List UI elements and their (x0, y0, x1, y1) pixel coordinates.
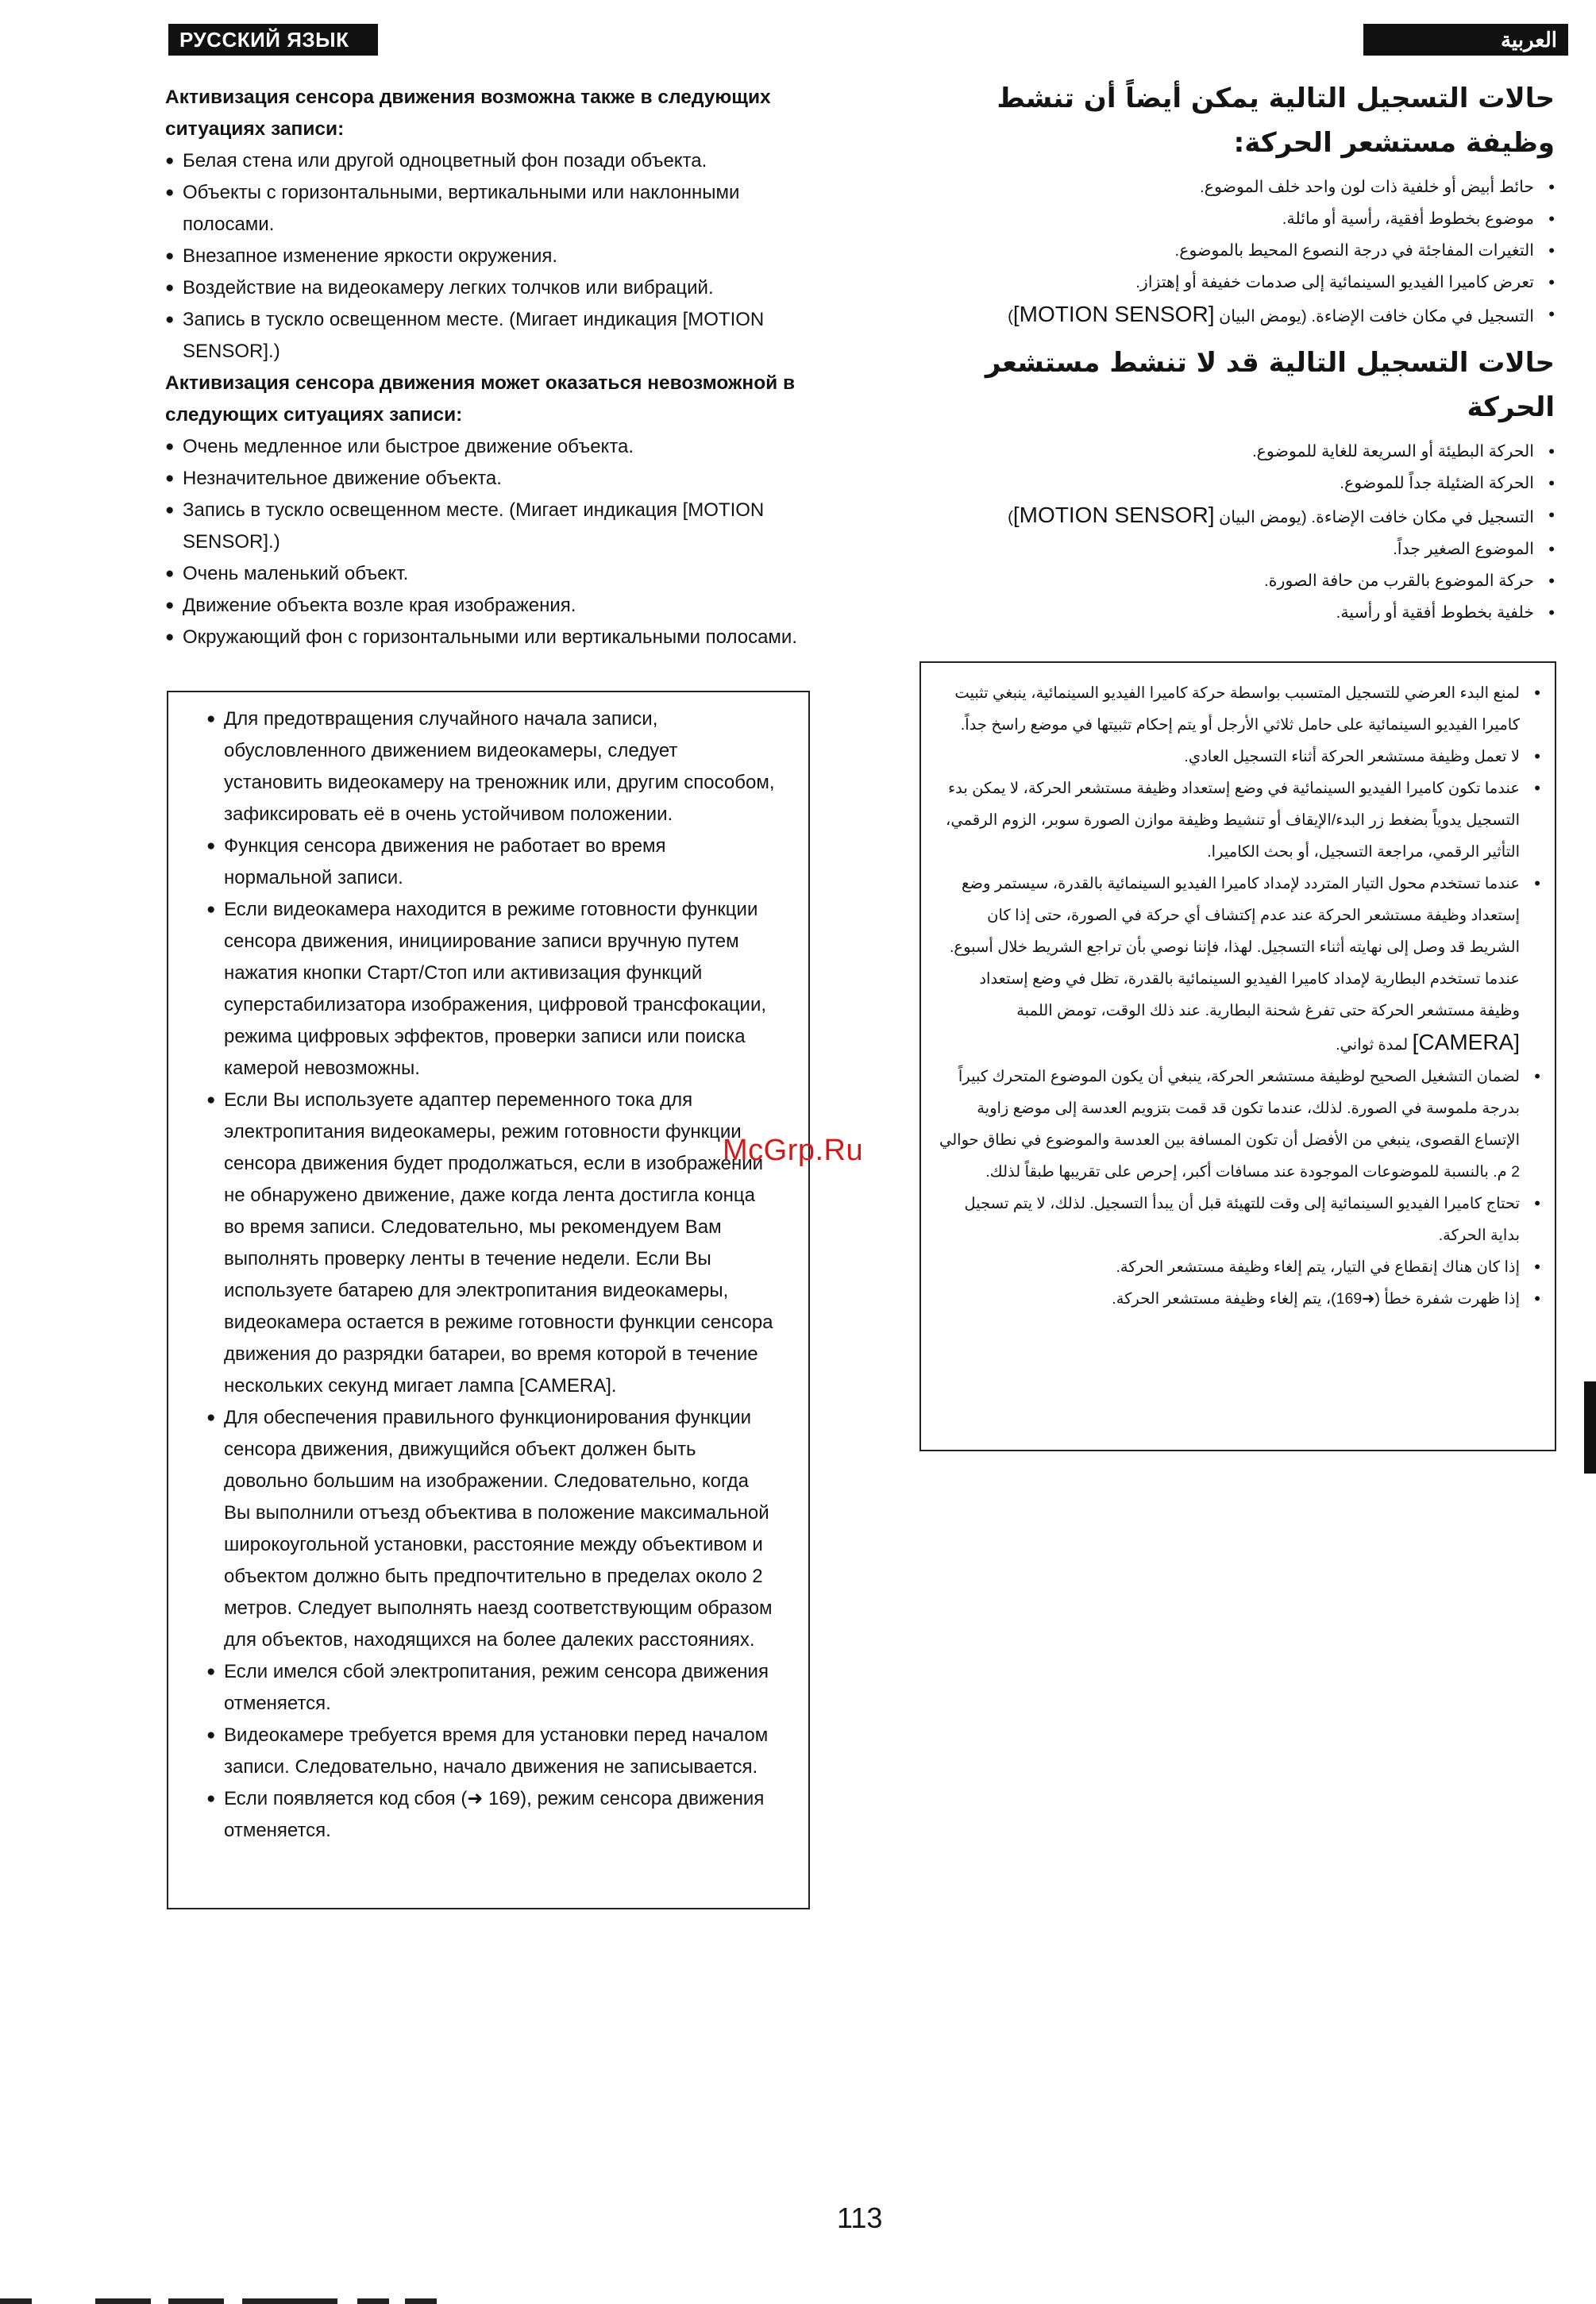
list-item: ● Объекты с горизонтальными, вертикальными или наклонными полосами. (165, 177, 812, 241)
motion-sensor-indicator: [MOTION SENSOR] (1012, 302, 1215, 326)
russian-notes-list (206, 703, 777, 1847)
note-item: • إذا ظهرت شفرة خطأ (➜169)، يتم إلغاء وظيفة مستشعر الحركة. (939, 1283, 1540, 1315)
list-item: ● Запись в тускло освещенном месте. (Мигает индикация [MOTION SENSOR].) (165, 304, 812, 368)
arabic-impossible-list (919, 436, 1555, 629)
crop-mark (168, 2298, 224, 2304)
arabic-heading-impossible: حالات التسجيل التالية قد لا تنشط مستشعر الحركة (985, 347, 1555, 423)
arabic-notes-list (939, 677, 1540, 1315)
list-item: ● Движение объекта возле края изображения. (165, 590, 812, 622)
closing-paren: ) (1008, 508, 1013, 526)
arabic-notes-box (919, 661, 1556, 1451)
camera-lamp-label: [CAMERA] (1412, 1030, 1520, 1054)
list-item-text: التسجيل في مكان خافت الإضاءة. (يومض البيان (1219, 508, 1534, 526)
note-item: • إذا كان هناك إنقطاع في التيار، يتم إلغاء وظيفة مستشعر الحركة. (939, 1251, 1540, 1283)
russian-notes-box (167, 691, 810, 1909)
note-item: • عندما تكون كاميرا الفيديو السينمائية في وضع إستعداد وظيفة مستشعر الحركة، لا يمكن بدء التسجيل يدوياً بضغط زر البدء/الإيقاف أو تنشيط وظيفة موازن الصورة سوبر، الزوم الرقمي، التأثير الرقمي، مراجعة التسجيل، أو بحث الكاميرا. (939, 772, 1540, 868)
possible-activation-list (165, 145, 812, 368)
list-item: ● Очень медленное или быстрое движение объекта. (165, 431, 812, 463)
crop-mark (0, 2298, 32, 2304)
list-item: ● Очень маленький объект. (165, 558, 812, 590)
note-item: ● Видеокамере требуется время для установки перед началом записи. Следовательно, начало движения не записывается. (206, 1720, 777, 1783)
list-item: ● Окружающий фон с горизонтальными или вертикальными полосами. (165, 622, 812, 653)
list-item: • الحركة البطيئة أو السريعة للغاية للموضوع. (919, 436, 1555, 468)
note-item: • لضمان التشغيل الصحيح لوظيفة مستشعر الحركة، ينبغي أن يكون الموضوع المتحرك كبيراً بدرجة ملموسة في الصورة. لذلك، عندما تكون قد قمت بتزويم العدسة إلى موضع زاوية الإتساع القصوى، ينبغي من الأفضل أن تكون المسافة بين العدسة والموضوع في نطاق حوالي 2 م. بالنسبة للموضوعات الموجودة عند مسافات أكبر، إحرص على تقريبها طبقاً لذلك. (939, 1061, 1540, 1188)
russian-language-label: РУССКИЙ ЯЗЫК (168, 24, 378, 56)
list-item: ● Незначительное движение объекта. (165, 463, 812, 495)
note-item: ● Для обеспечения правильного функционирования функции сенсора движения, движущийся объект должен быть довольно большим на изображении. Следовательно, когда Вы выполнили отъезд объектива в положение максимальной широкоугольной установки, расстояние между объективом и объектом должно быть предпочтительно в пределах около 2 метров. Следует выполнять наезд соответствующим образом для объектов, находящихся на более далеких расстояниях. (206, 1402, 777, 1656)
note-item: ● Функция сенсора движения не работает во время нормальной записи. (206, 830, 777, 894)
closing-paren: ) (1008, 307, 1013, 326)
list-item: • موضوع بخطوط أفقية، رأسية أو مائلة. (919, 203, 1555, 235)
list-item: • الحركة الضئيلة جداً للموضوع. (919, 468, 1555, 499)
list-item-text: التسجيل في مكان خافت الإضاءة. (يومض البيان (1219, 307, 1534, 326)
list-item: • خلفية بخطوط أفقية أو رأسية. (919, 597, 1555, 629)
crop-mark (357, 2298, 389, 2304)
page-number: 113 (837, 2202, 883, 2234)
arabic-possible-list (919, 171, 1555, 333)
list-item: ● Воздействие на видеокамеру легких толчков или вибраций. (165, 272, 812, 304)
motion-sensor-indicator: [MOTION SENSOR] (1012, 503, 1215, 527)
arabic-conditions-section (919, 76, 1555, 629)
note-item (939, 868, 1540, 1061)
list-item: • تعرض كاميرا الفيديو السينمائية إلى صدمات خفيفة أو إهتزاز. (919, 267, 1555, 299)
list-item: • حائط أبيض أو خلفية ذات لون واحد خلف الموضوع. (919, 171, 1555, 203)
list-item: • الموضوع الصغير جداً. (919, 534, 1555, 565)
note-item: • تحتاج كاميرا الفيديو السينمائية إلى وقت للتهيئة قبل أن يبدأ التسجيل. لذلك، لا يتم تسجيل بداية الحركة. (939, 1188, 1540, 1251)
list-item: ● Запись в тускло освещенном месте. (Мигает индикация [MOTION SENSOR].) (165, 495, 812, 558)
note-item: • لا تعمل وظيفة مستشعر الحركة أثناء التسجيل العادي. (939, 741, 1540, 772)
note-item: ● Если появляется код сбоя (➜ 169), режим сенсора движения отменяется. (206, 1783, 777, 1847)
list-item: ● Внезапное изменение яркости окружения. (165, 241, 812, 272)
list-item: • حركة الموضوع بالقرب من حافة الصورة. (919, 565, 1555, 597)
possible-activation-heading: Активизация сенсора движения возможна также в следующих ситуациях записи: (165, 87, 771, 140)
list-item: • التغيرات المفاجئة في درجة النصوع المحيط بالموضوع. (919, 235, 1555, 267)
note-item: ● Если видеокамера находится в режиме готовности функции сенсора движения, инициирование записи вручную путем нажатия кнопки Старт/Стоп или активизация функций суперстабилизатора изображения, цифровой трансфокации, режима цифровых эффектов, проверки записи или поиска камерой невозможны. (206, 894, 777, 1085)
bottom-crop-marks (0, 2298, 1596, 2304)
note-item: ● Для предотвращения случайного начала записи, обусловленного движением видеокамеры, следует установить видеокамеру на треножник или, другим способом, зафиксировать её в очень устойчивом положении. (206, 703, 777, 830)
russian-conditions-section (165, 82, 812, 653)
crop-mark (242, 2298, 337, 2304)
watermark: McGrp.Ru (723, 1134, 864, 1167)
note-item: ● Если Вы используете адаптер переменного тока для электропитания видеокамеры, режим готовности функции сенсора движения будет продолжаться, если в изображении не обнаружено движение, даже когда лента достигла конца во время записи. Следовательно, мы рекомендуем Вам выполнять проверку ленты в течение недели. Если Вы используете батарею для электропитания видеокамеры, видеокамера остается в режиме готовности функции сенсора движения до разрядки батареи, во время которой в течение нескольких секунд мигает лампа [CAMERA]. (206, 1085, 777, 1402)
arabic-language-label: العربية (1363, 24, 1568, 56)
arabic-heading-possible: حالات التسجيل التالية يمكن أيضاً أن تنشط وظيفة مستشعر الحركة: (997, 83, 1555, 159)
crop-mark (95, 2298, 151, 2304)
note-text-suffix: لمدة ثواني. (1336, 1036, 1409, 1054)
list-item (919, 299, 1555, 333)
crop-mark (405, 2298, 437, 2304)
section-tab-marker (1584, 1381, 1596, 1474)
note-item: • لمنع البدء العرضي للتسجيل المتسبب بواسطة حركة كاميرا الفيديو السينمائية، ينبغي تثبيت كاميرا الفيديو السينمائية على حامل ثلاثي الأرجل أو يتم إحكام تثبيتها في موضع راسخ جداً. (939, 677, 1540, 741)
list-item: ● Белая стена или другой одноцветный фон позади объекта. (165, 145, 812, 177)
note-item: ● Если имелся сбой электропитания, режим сенсора движения отменяется. (206, 1656, 777, 1720)
note-text: عندما تستخدم محول التيار المتردد لإمداد كاميرا الفيديو السينمائية بالقدرة، سيستمر وضع إستعداد وظيفة مستشعر الحركة عند عدم إكتشاف أي حركة في الصورة، حتى إذا كان الشريط قد وصل إلى نهايته أثناء التسجيل. لهذا، فإننا نوصي بأن تراجع الشريط خلال أسبوع. عندما تستخدم البطارية لإمداد كاميرا الفيديو السينمائية بالقدرة، تظل في وضع إستعداد وظيفة مستشعر الحركة حتى تفرغ شحنة البطارية. عند ذلك الوقت، تومض اللمبة (950, 875, 1520, 1019)
impossible-activation-list (165, 431, 812, 653)
impossible-activation-heading: Активизация сенсора движения может оказаться невозможной в следующих ситуациях записи: (165, 372, 796, 426)
list-item (919, 499, 1555, 534)
